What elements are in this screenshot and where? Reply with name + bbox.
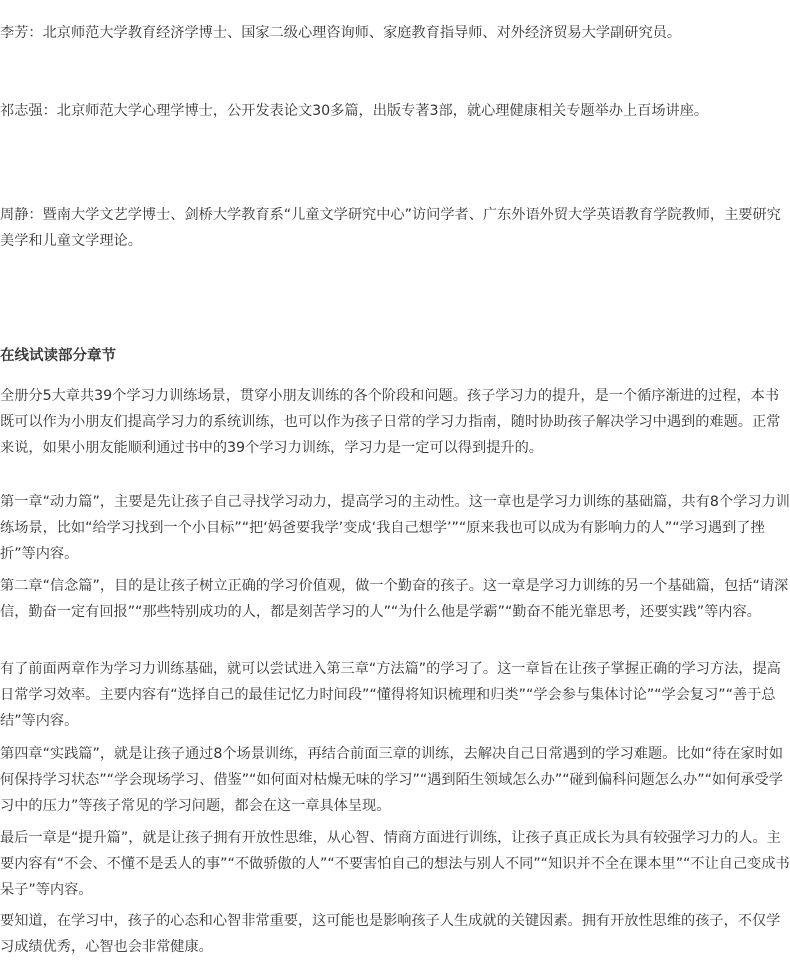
author-bio-li-fang: 李芳：北京师范大学教育经济学博士、国家二级心理咨询师、家庭教育指导师、对外经济贸易大学副研究员。 [0,25,682,41]
chapter-one-paragraph: 第一章“动力篇”，主要是先让孩子自己寻找学习动力，提高学习的主动性。这一章也是学习力训练的基础篇，共有8个学习力训练场景，比如“给学习找到一个小目标”“把‘妈爸要我学’变成‘我自己想学’”“原来我也可以成为有影响力的人”“学习遇到了挫折”等内容。 [0,494,790,562]
chapter-two-paragraph: 第二章“信念篇”，目的是让孩子树立正确的学习价值观，做一个勤奋的孩子。这一章是学习力训练的另一个基础篇，包括“请深信，勤奋一定有回报”“那些特别成功的人，都是刻苦学习的人”“为什么他是学霸”“勤奋不能光靠思考，还要实践”等内容。 [0,578,789,620]
closing-paragraph: 要知道，在学习中，孩子的心态和心智非常重要，这可能也是影响孩子人生成就的关键因素。拥有开放性思维的孩子，不仅学习成绩优秀，心智也会非常健康。 [0,913,781,955]
section-title: 在线试读部分章节 [0,348,116,364]
author-bio-zhou-jing: 周静：暨南大学文艺学博士、剑桥大学教育系“儿童文学研究中心”访问学者、广东外语外贸大学英语教育学院教师，主要研究美学和儿童文学理论。 [0,207,781,249]
author-bio-qi-zhiqiang: 祁志强：北京师范大学心理学博士，公开发表论文30多篇，出版专著3部，就心理健康相关专题举办上百场讲座。 [0,103,709,119]
chapter-four-paragraph: 第四章“实践篇”，就是让孩子通过8个场景训练，再结合前面三章的训练，去解决自己日常遇到的学习难题。比如“待在家时如何保持学习状态”“学会现场学习、借鉴”“如何面对枯燥无味的学习”“遇到陌生领域怎么办”“碰到偏科问题怎么办”“如何承受学习中的压力”等孩子常见的学习问题，都会在这一章具体呈现。 [0,746,784,814]
chapter-five-paragraph: 最后一章是“提升篇”，就是让孩子拥有开放性思维，从心智、情商方面进行训练，让孩子真正成长为具有较强学习力的人。主要内容有“不会、不懂不是丢人的事”“不做骄傲的人”“不要害怕自己的想法与别人不同”“知识并不全在课本里”“不让自己变成书呆子”等内容。 [0,830,790,898]
chapter-three-paragraph: 有了前面两章作为学习力训练基础，就可以尝试进入第三章“方法篇”的学习了。这一章旨在让孩子掌握正确的学习方法，提高日常学习效率。主要内容有“选择自己的最佳记忆力时间段”“懂得将知识梳理和归类”“学会参与集体讨论”“学会复习”“善于总结”等内容。 [0,661,781,729]
intro-paragraph: 全册分5大章共39个学习力训练场景，贯穿小朋友训练的各个阶段和问题。孩子学习力的提升，是一个循序渐进的过程，本书既可以作为小朋友们提高学习力的系统训练，也可以作为孩子日常的学习力指南，随时协助孩子解决学习中遇到的难题。正常来说，如果小朋友能顺利通过书中的39个学习力训练，学习力是一定可以得到提升的。 [0,388,781,456]
